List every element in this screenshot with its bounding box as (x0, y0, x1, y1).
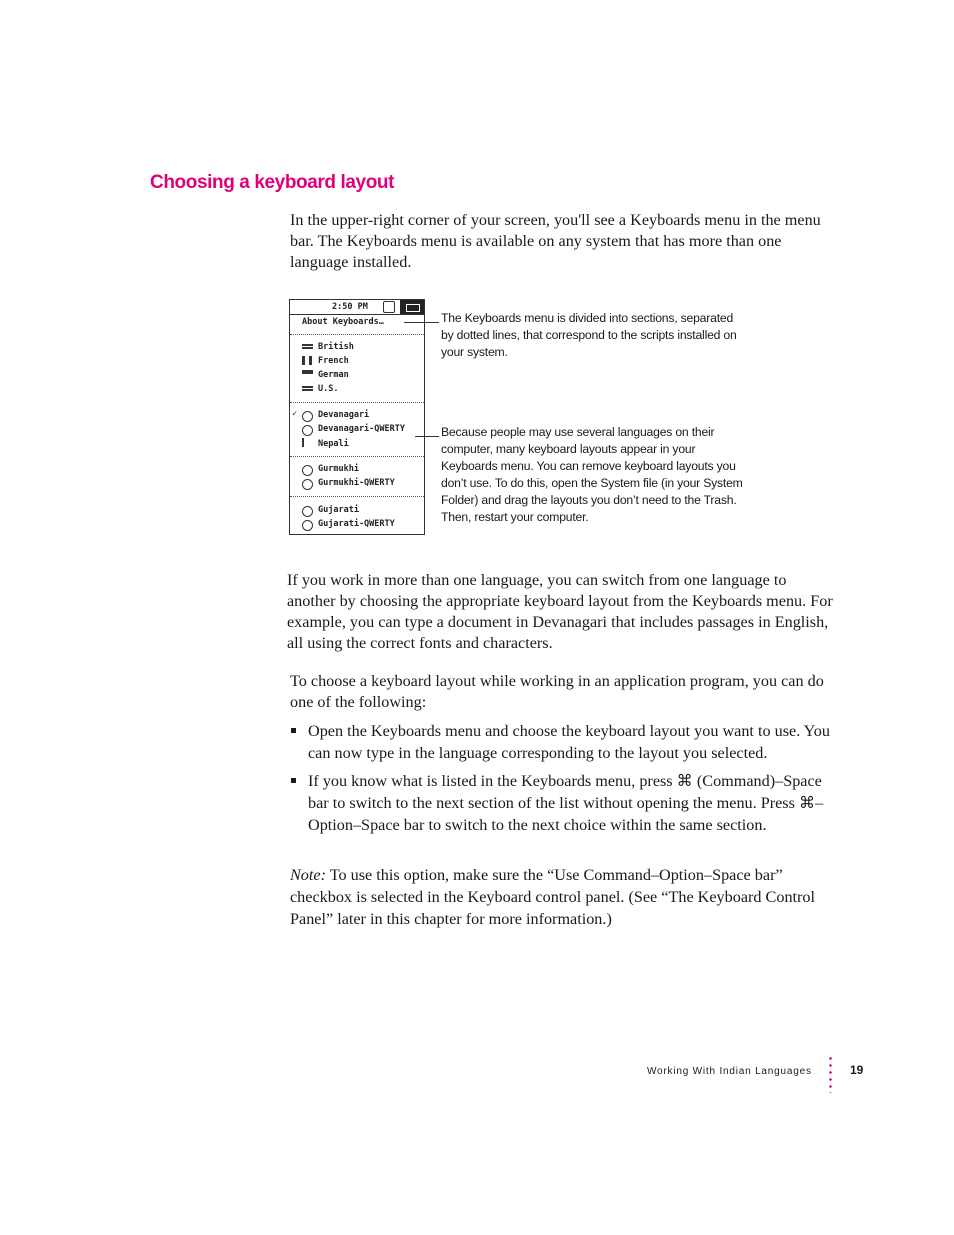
british-flag-icon (302, 344, 313, 349)
note-text: To use this option, make sure the “Use Command–Option–Space bar” checkbox is selected in the Keyboard control panel. (See “The Keyboard Control Panel” later in this chapter for more information.) (290, 866, 816, 928)
menu-bar-clock: 2:50 PM (332, 302, 368, 312)
gurmukhi-script-icon (302, 479, 313, 490)
footer-dots-ornament (829, 1055, 832, 1093)
menu-item-gurmukhi-qwerty: Gurmukhi-QWERTY (318, 478, 395, 488)
us-flag-icon (302, 386, 313, 391)
list-item (290, 720, 840, 764)
callout-layouts: Because people may use several languages on their computer, many keyboard layouts appear in your Keyboards menu. You can remove keyboard layouts you don’t use. To do this, open the System file (in your System Folder) and drag the layouts you don’t need to the Trash. Then, restart your computer. (441, 425, 743, 524)
note-label: Note: (290, 866, 326, 884)
german-flag-icon (302, 370, 313, 374)
menu-item-german: German (318, 370, 349, 380)
instruction-list (290, 720, 840, 842)
menu-separator (290, 334, 424, 335)
menu-item-gurmukhi: Gurmukhi (318, 464, 359, 474)
devanagari-script-icon (302, 411, 313, 422)
callout-sections: The Keyboards menu is divided into sections, separated by dotted lines, that correspond to the scripts installed on your system. (441, 311, 737, 359)
menu-item-gujarati: Gujarati (318, 505, 359, 515)
bullet-icon (291, 778, 296, 783)
callout-leader-line (415, 436, 439, 437)
keyboards-menu-illustration (289, 299, 425, 535)
gujarati-script-icon (302, 506, 313, 517)
page-number: 19 (850, 1063, 864, 1077)
menu-item-devanagari-qwerty: Devanagari-QWERTY (318, 424, 405, 434)
menu-separator (290, 456, 424, 457)
callout-leader-line (404, 322, 439, 323)
about-keyboards-item: About Keyboards… (302, 317, 384, 327)
switching-paragraph: If you work in more than one language, you can switch from one language to another by choosing the appropriate keyboard layout from the Keyboards menu. For example, you can type a document in Devanagari that includes passages in English, all using the correct fonts and characters. (287, 571, 833, 652)
menu-bar (290, 300, 424, 315)
section-heading: Choosing a keyboard layout (150, 172, 395, 193)
choose-layout-paragraph: To choose a keyboard layout while working in an application program, you can do one of the following: (290, 672, 824, 711)
list-item (290, 770, 840, 836)
chapter-footer: Working With Indian Languages (647, 1066, 812, 1077)
menu-item-gujarati-qwerty: Gujarati-QWERTY (318, 519, 395, 529)
menu-item-british: British (318, 342, 354, 352)
nepali-flag-icon (302, 438, 310, 447)
gurmukhi-script-icon (302, 465, 313, 476)
menu-separator (290, 496, 424, 497)
menu-item-french: French (318, 356, 349, 366)
note-paragraph (290, 864, 835, 930)
application-icon (383, 301, 395, 313)
menu-item-nepali: Nepali (318, 439, 349, 449)
intro-paragraph: In the upper-right corner of your screen, you'll see a Keyboards menu in the menu bar. The Keyboards menu is available on any system that has more than one language installed. (290, 211, 821, 271)
keyboard-menu-icon (400, 300, 424, 314)
bullet-icon (291, 728, 296, 733)
checkmark-icon: ✓ (292, 409, 298, 419)
menu-item-devanagari: Devanagari (318, 410, 370, 420)
list-item-text: If you know what is listed in the Keyboards menu, press ⌘ (Command)–Space bar to switch to the next section of the list without opening the menu. Press ⌘–Option–Space bar to switch to the next choice within the same section. (308, 772, 824, 834)
list-item-text: Open the Keyboards menu and choose the keyboard layout you want to use. You can now type in the language corresponding to the layout you selected. (308, 722, 830, 762)
devanagari-script-icon (302, 425, 313, 436)
french-flag-icon (302, 356, 312, 365)
menu-separator (290, 402, 424, 403)
menu-item-us: U.S. (318, 384, 339, 394)
gujarati-script-icon (302, 520, 313, 531)
